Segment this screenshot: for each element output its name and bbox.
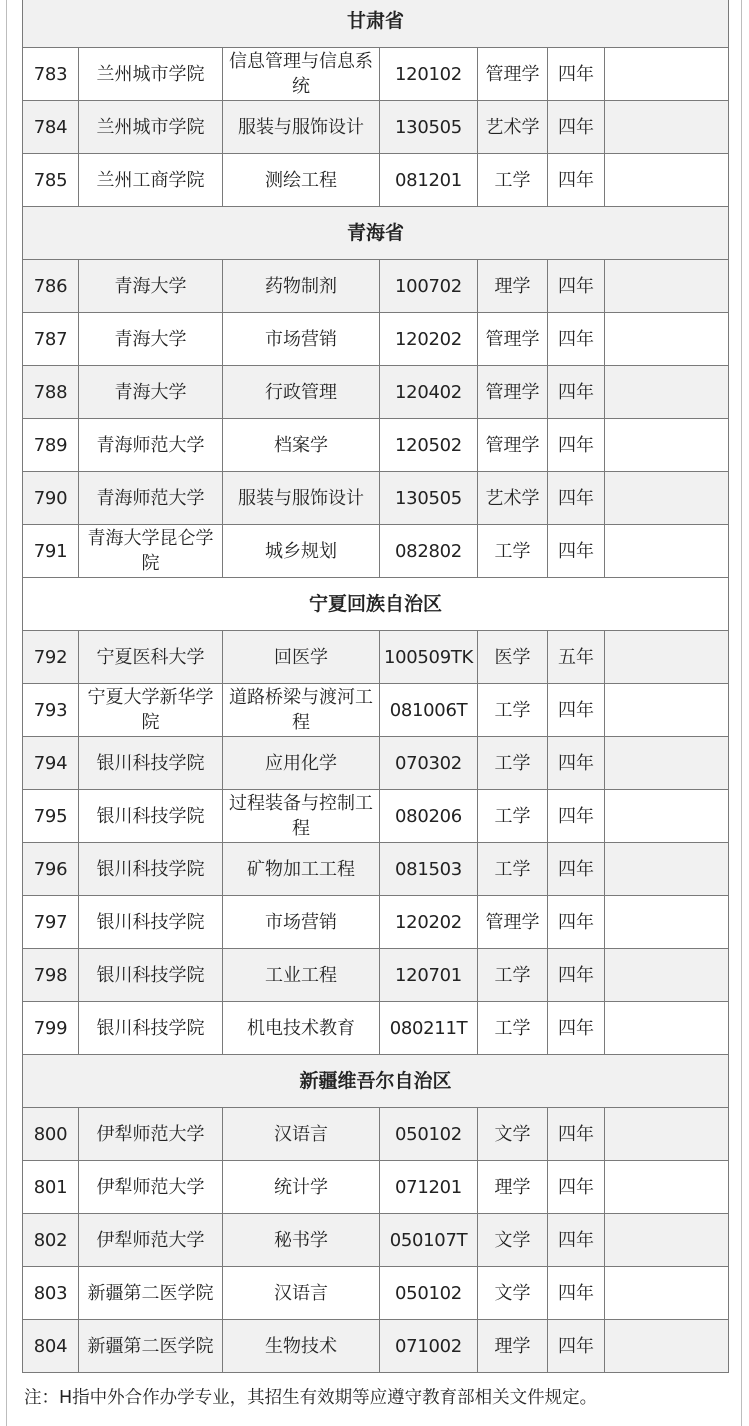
major-code-cell: 050102 bbox=[380, 1267, 478, 1320]
major-cell: 过程装备与控制工程 bbox=[223, 790, 380, 843]
school-cell: 青海大学昆仑学院 bbox=[79, 525, 223, 578]
note-cell bbox=[605, 684, 729, 737]
degree-cell: 管理学 bbox=[478, 48, 548, 101]
row-number-cell: 804 bbox=[23, 1320, 79, 1373]
major-code-cell: 050102 bbox=[380, 1108, 478, 1161]
major-code-cell: 070302 bbox=[380, 737, 478, 790]
major-code-cell: 100509TK bbox=[380, 631, 478, 684]
major-cell: 服装与服饰设计 bbox=[223, 101, 380, 154]
major-cell: 药物制剂 bbox=[223, 260, 380, 313]
row-number-cell: 792 bbox=[23, 631, 79, 684]
degree-cell: 管理学 bbox=[478, 419, 548, 472]
note-cell bbox=[605, 366, 729, 419]
row-number-cell: 802 bbox=[23, 1214, 79, 1267]
degree-cell: 工学 bbox=[478, 843, 548, 896]
major-cell: 矿物加工工程 bbox=[223, 843, 380, 896]
table-row bbox=[23, 843, 729, 896]
school-cell: 新疆第二医学院 bbox=[79, 1267, 223, 1320]
degree-cell: 工学 bbox=[478, 525, 548, 578]
table-row bbox=[23, 1161, 729, 1214]
school-cell: 兰州城市学院 bbox=[79, 48, 223, 101]
school-cell: 青海大学 bbox=[79, 366, 223, 419]
row-number-cell: 786 bbox=[23, 260, 79, 313]
degree-cell: 医学 bbox=[478, 631, 548, 684]
degree-cell: 工学 bbox=[478, 154, 548, 207]
major-code-cell: 100702 bbox=[380, 260, 478, 313]
row-number-cell: 799 bbox=[23, 1002, 79, 1055]
row-number-cell: 785 bbox=[23, 154, 79, 207]
major-code-cell: 130505 bbox=[380, 472, 478, 525]
major-cell: 服装与服饰设计 bbox=[223, 472, 380, 525]
major-cell: 行政管理 bbox=[223, 366, 380, 419]
degree-cell: 管理学 bbox=[478, 366, 548, 419]
school-cell: 银川科技学院 bbox=[79, 843, 223, 896]
major-code-cell: 120701 bbox=[380, 949, 478, 1002]
table-row bbox=[23, 101, 729, 154]
duration-cell: 四年 bbox=[548, 154, 605, 207]
school-cell: 兰州城市学院 bbox=[79, 101, 223, 154]
degree-cell: 文学 bbox=[478, 1108, 548, 1161]
duration-cell: 四年 bbox=[548, 48, 605, 101]
note-cell bbox=[605, 525, 729, 578]
duration-cell: 四年 bbox=[548, 419, 605, 472]
degree-cell: 工学 bbox=[478, 684, 548, 737]
row-number-cell: 791 bbox=[23, 525, 79, 578]
degree-cell: 管理学 bbox=[478, 313, 548, 366]
duration-cell: 四年 bbox=[548, 313, 605, 366]
note-cell bbox=[605, 260, 729, 313]
region-header-row bbox=[23, 207, 729, 260]
note-cell bbox=[605, 1002, 729, 1055]
note-cell bbox=[605, 790, 729, 843]
major-cell: 市场营销 bbox=[223, 896, 380, 949]
note-cell bbox=[605, 737, 729, 790]
note-cell bbox=[605, 843, 729, 896]
region-title: 青海省 bbox=[23, 207, 729, 260]
table-row bbox=[23, 1214, 729, 1267]
school-cell: 新疆第二医学院 bbox=[79, 1320, 223, 1373]
row-number-cell: 790 bbox=[23, 472, 79, 525]
school-cell: 银川科技学院 bbox=[79, 949, 223, 1002]
table-row bbox=[23, 472, 729, 525]
duration-cell: 四年 bbox=[548, 1214, 605, 1267]
degree-cell: 理学 bbox=[478, 260, 548, 313]
note-cell bbox=[605, 1161, 729, 1214]
note-cell bbox=[605, 472, 729, 525]
major-cell: 汉语言 bbox=[223, 1267, 380, 1320]
school-cell: 伊犁师范大学 bbox=[79, 1214, 223, 1267]
school-cell: 伊犁师范大学 bbox=[79, 1161, 223, 1214]
school-cell: 青海师范大学 bbox=[79, 419, 223, 472]
major-cell: 测绘工程 bbox=[223, 154, 380, 207]
row-number-cell: 783 bbox=[23, 48, 79, 101]
school-cell: 银川科技学院 bbox=[79, 896, 223, 949]
major-code-cell: 120202 bbox=[380, 896, 478, 949]
degree-cell: 理学 bbox=[478, 1161, 548, 1214]
duration-cell: 四年 bbox=[548, 260, 605, 313]
region-header-row bbox=[23, 1055, 729, 1108]
school-cell: 宁夏大学新华学院 bbox=[79, 684, 223, 737]
table-row bbox=[23, 419, 729, 472]
major-cell: 市场营销 bbox=[223, 313, 380, 366]
footnote: 注：H指中外合作办学专业，其招生有效期等应遵守教育部相关文件规定。 bbox=[24, 1388, 598, 1408]
major-code-cell: 081006T bbox=[380, 684, 478, 737]
duration-cell: 四年 bbox=[548, 366, 605, 419]
major-cell: 道路桥梁与渡河工程 bbox=[223, 684, 380, 737]
school-cell: 青海大学 bbox=[79, 313, 223, 366]
duration-cell: 四年 bbox=[548, 101, 605, 154]
duration-cell: 四年 bbox=[548, 1108, 605, 1161]
row-number-cell: 797 bbox=[23, 896, 79, 949]
duration-cell: 四年 bbox=[548, 1320, 605, 1373]
row-number-cell: 796 bbox=[23, 843, 79, 896]
duration-cell: 四年 bbox=[548, 684, 605, 737]
major-code-cell: 081503 bbox=[380, 843, 478, 896]
note-cell bbox=[605, 101, 729, 154]
major-cell: 秘书学 bbox=[223, 1214, 380, 1267]
region-title: 新疆维吾尔自治区 bbox=[23, 1055, 729, 1108]
school-cell: 银川科技学院 bbox=[79, 790, 223, 843]
row-number-cell: 784 bbox=[23, 101, 79, 154]
major-cell: 机电技术教育 bbox=[223, 1002, 380, 1055]
duration-cell: 四年 bbox=[548, 1002, 605, 1055]
row-number-cell: 800 bbox=[23, 1108, 79, 1161]
major-cell: 回医学 bbox=[223, 631, 380, 684]
degree-cell: 文学 bbox=[478, 1214, 548, 1267]
major-cell: 信息管理与信息系统 bbox=[223, 48, 380, 101]
table-row bbox=[23, 260, 729, 313]
note-cell bbox=[605, 1267, 729, 1320]
major-code-cell: 120402 bbox=[380, 366, 478, 419]
table-row bbox=[23, 313, 729, 366]
left-border-line bbox=[6, 0, 7, 1426]
duration-cell: 四年 bbox=[548, 843, 605, 896]
school-cell: 兰州工商学院 bbox=[79, 154, 223, 207]
table-row bbox=[23, 896, 729, 949]
major-code-cell: 080206 bbox=[380, 790, 478, 843]
degree-cell: 文学 bbox=[478, 1267, 548, 1320]
table-row bbox=[23, 1108, 729, 1161]
table-row bbox=[23, 790, 729, 843]
table-row bbox=[23, 684, 729, 737]
note-cell bbox=[605, 949, 729, 1002]
table-row bbox=[23, 1320, 729, 1373]
note-cell bbox=[605, 1320, 729, 1373]
row-number-cell: 787 bbox=[23, 313, 79, 366]
major-cell: 汉语言 bbox=[223, 1108, 380, 1161]
school-cell: 宁夏医科大学 bbox=[79, 631, 223, 684]
degree-cell: 理学 bbox=[478, 1320, 548, 1373]
school-cell: 青海大学 bbox=[79, 260, 223, 313]
major-cell: 应用化学 bbox=[223, 737, 380, 790]
note-cell bbox=[605, 419, 729, 472]
major-code-cell: 120102 bbox=[380, 48, 478, 101]
table-row bbox=[23, 631, 729, 684]
major-code-cell: 050107T bbox=[380, 1214, 478, 1267]
duration-cell: 四年 bbox=[548, 949, 605, 1002]
duration-cell: 四年 bbox=[548, 790, 605, 843]
duration-cell: 四年 bbox=[548, 472, 605, 525]
row-number-cell: 793 bbox=[23, 684, 79, 737]
major-code-cell: 071201 bbox=[380, 1161, 478, 1214]
major-code-cell: 120502 bbox=[380, 419, 478, 472]
table-row bbox=[23, 366, 729, 419]
region-header-row bbox=[23, 578, 729, 631]
region-title: 甘肃省 bbox=[23, 0, 729, 48]
major-code-cell: 130505 bbox=[380, 101, 478, 154]
majors-table bbox=[22, 0, 729, 1373]
row-number-cell: 788 bbox=[23, 366, 79, 419]
degree-cell: 工学 bbox=[478, 1002, 548, 1055]
region-header-row bbox=[23, 0, 729, 48]
school-cell: 银川科技学院 bbox=[79, 737, 223, 790]
major-cell: 工业工程 bbox=[223, 949, 380, 1002]
school-cell: 青海师范大学 bbox=[79, 472, 223, 525]
degree-cell: 艺术学 bbox=[478, 472, 548, 525]
table-row bbox=[23, 1002, 729, 1055]
note-cell bbox=[605, 1214, 729, 1267]
table-row bbox=[23, 949, 729, 1002]
major-code-cell: 081201 bbox=[380, 154, 478, 207]
major-code-cell: 082802 bbox=[380, 525, 478, 578]
duration-cell: 五年 bbox=[548, 631, 605, 684]
table-row bbox=[23, 525, 729, 578]
table-row bbox=[23, 48, 729, 101]
duration-cell: 四年 bbox=[548, 737, 605, 790]
row-number-cell: 794 bbox=[23, 737, 79, 790]
major-code-cell: 071002 bbox=[380, 1320, 478, 1373]
major-cell: 统计学 bbox=[223, 1161, 380, 1214]
duration-cell: 四年 bbox=[548, 1267, 605, 1320]
school-cell: 银川科技学院 bbox=[79, 1002, 223, 1055]
row-number-cell: 798 bbox=[23, 949, 79, 1002]
table-row bbox=[23, 1267, 729, 1320]
note-cell bbox=[605, 48, 729, 101]
region-title: 宁夏回族自治区 bbox=[23, 578, 729, 631]
row-number-cell: 795 bbox=[23, 790, 79, 843]
duration-cell: 四年 bbox=[548, 1161, 605, 1214]
major-code-cell: 120202 bbox=[380, 313, 478, 366]
note-cell bbox=[605, 896, 729, 949]
note-cell bbox=[605, 313, 729, 366]
degree-cell: 工学 bbox=[478, 790, 548, 843]
duration-cell: 四年 bbox=[548, 525, 605, 578]
table-row bbox=[23, 737, 729, 790]
table-row bbox=[23, 154, 729, 207]
note-cell bbox=[605, 631, 729, 684]
degree-cell: 管理学 bbox=[478, 896, 548, 949]
major-cell: 生物技术 bbox=[223, 1320, 380, 1373]
school-cell: 伊犁师范大学 bbox=[79, 1108, 223, 1161]
major-code-cell: 080211T bbox=[380, 1002, 478, 1055]
degree-cell: 工学 bbox=[478, 737, 548, 790]
degree-cell: 艺术学 bbox=[478, 101, 548, 154]
right-border-line bbox=[741, 0, 742, 1426]
note-cell bbox=[605, 1108, 729, 1161]
note-cell bbox=[605, 154, 729, 207]
row-number-cell: 789 bbox=[23, 419, 79, 472]
row-number-cell: 803 bbox=[23, 1267, 79, 1320]
major-cell: 档案学 bbox=[223, 419, 380, 472]
row-number-cell: 801 bbox=[23, 1161, 79, 1214]
major-cell: 城乡规划 bbox=[223, 525, 380, 578]
degree-cell: 工学 bbox=[478, 949, 548, 1002]
duration-cell: 四年 bbox=[548, 896, 605, 949]
